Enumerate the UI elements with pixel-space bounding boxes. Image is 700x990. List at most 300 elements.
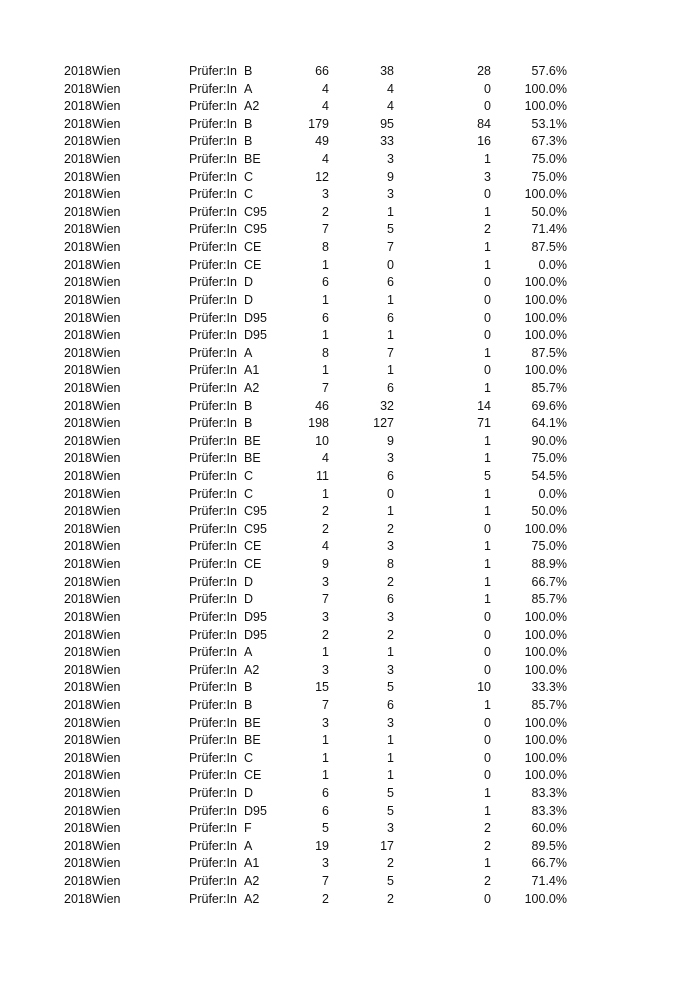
class-cell: B (244, 416, 253, 431)
pass-rate-cell: 100.0% (524, 733, 567, 748)
failed-cell: 0 (484, 609, 491, 624)
failed-cell: 1 (484, 152, 491, 167)
class-cell: B (244, 134, 253, 149)
role-cell: Prüfer:In (189, 152, 237, 167)
table-row (0, 81, 700, 99)
pass-rate-cell: 71.4% (531, 222, 567, 237)
passed-cell: 17 (380, 838, 394, 853)
pass-rate-cell: 85.7% (531, 380, 567, 395)
class-cell: D (244, 275, 254, 290)
role-cell: Prüfer:In (189, 486, 237, 501)
role-cell: Prüfer:In (189, 310, 237, 325)
city-cell: Wien (92, 838, 121, 853)
passed-cell: 6 (387, 697, 394, 712)
class-cell: CE (244, 768, 262, 783)
passed-cell: 33 (380, 134, 394, 149)
role-cell: Prüfer:In (189, 733, 237, 748)
total-cell: 198 (308, 416, 329, 431)
passed-cell: 5 (387, 222, 394, 237)
total-cell: 1 (322, 750, 329, 765)
city-cell: Wien (92, 240, 121, 255)
table-row (0, 591, 700, 609)
table-row (0, 327, 700, 345)
failed-cell: 1 (484, 433, 491, 448)
table-row (0, 186, 700, 204)
pass-rate-cell: 100.0% (524, 715, 567, 730)
passed-cell: 0 (387, 486, 394, 501)
data-table (0, 63, 700, 908)
city-cell: Wien (92, 680, 121, 695)
class-cell: D (244, 574, 254, 589)
year-cell: 2018 (64, 222, 92, 237)
role-cell: Prüfer:In (189, 891, 237, 906)
city-cell: Wien (92, 733, 121, 748)
year-cell: 2018 (64, 380, 92, 395)
class-cell: C (244, 750, 254, 765)
table-row (0, 292, 700, 310)
city-cell: Wien (92, 557, 121, 572)
passed-cell: 6 (387, 380, 394, 395)
passed-cell: 1 (387, 292, 394, 307)
class-cell: CE (244, 539, 262, 554)
year-cell: 2018 (64, 64, 92, 78)
passed-cell: 3 (387, 152, 394, 167)
passed-cell: 2 (387, 627, 394, 642)
total-cell: 1 (322, 645, 329, 660)
class-cell: CE (244, 557, 262, 572)
passed-cell: 6 (387, 275, 394, 290)
year-cell: 2018 (64, 204, 92, 219)
failed-cell: 0 (484, 768, 491, 783)
class-cell: C95 (244, 222, 267, 237)
class-cell: A2 (244, 891, 260, 906)
total-cell: 1 (322, 363, 329, 378)
city-cell: Wien (92, 275, 121, 290)
city-cell: Wien (92, 768, 121, 783)
role-cell: Prüfer:In (189, 328, 237, 343)
city-cell: Wien (92, 152, 121, 167)
year-cell: 2018 (64, 574, 92, 589)
role-cell: Prüfer:In (189, 803, 237, 818)
role-cell: Prüfer:In (189, 116, 237, 131)
year-cell: 2018 (64, 662, 92, 677)
total-cell: 2 (322, 627, 329, 642)
total-cell: 46 (315, 398, 329, 413)
total-cell: 2 (322, 204, 329, 219)
pass-rate-cell: 100.0% (524, 750, 567, 765)
role-cell: Prüfer:In (189, 240, 237, 255)
pass-rate-cell: 66.7% (531, 856, 567, 871)
city-cell: Wien (92, 116, 121, 131)
passed-cell: 1 (387, 733, 394, 748)
year-cell: 2018 (64, 81, 92, 96)
failed-cell: 1 (484, 539, 491, 554)
year-cell: 2018 (64, 874, 92, 889)
passed-cell: 5 (387, 803, 394, 818)
year-cell: 2018 (64, 733, 92, 748)
pass-rate-cell: 100.0% (524, 645, 567, 660)
class-cell: A (244, 81, 253, 96)
year-cell: 2018 (64, 609, 92, 624)
passed-cell: 1 (387, 645, 394, 660)
class-cell: BE (244, 733, 261, 748)
pass-rate-cell: 71.4% (531, 874, 567, 889)
passed-cell: 4 (387, 81, 394, 96)
pass-rate-cell: 100.0% (524, 275, 567, 290)
failed-cell: 0 (484, 645, 491, 660)
class-cell: D95 (244, 609, 267, 624)
class-cell: D (244, 292, 254, 307)
failed-cell: 1 (484, 856, 491, 871)
city-cell: Wien (92, 697, 121, 712)
failed-cell: 1 (484, 803, 491, 818)
passed-cell: 38 (380, 64, 394, 78)
class-cell: A (244, 345, 253, 360)
role-cell: Prüfer:In (189, 257, 237, 272)
year-cell: 2018 (64, 451, 92, 466)
table-row (0, 644, 700, 662)
role-cell: Prüfer:In (189, 134, 237, 149)
role-cell: Prüfer:In (189, 557, 237, 572)
table-row (0, 732, 700, 750)
role-cell: Prüfer:In (189, 592, 237, 607)
total-cell: 7 (322, 874, 329, 889)
table-row (0, 627, 700, 645)
pass-rate-cell: 60.0% (531, 821, 567, 836)
year-cell: 2018 (64, 240, 92, 255)
failed-cell: 84 (477, 116, 491, 131)
total-cell: 7 (322, 697, 329, 712)
table-row (0, 662, 700, 680)
city-cell: Wien (92, 627, 121, 642)
role-cell: Prüfer:In (189, 469, 237, 484)
role-cell: Prüfer:In (189, 398, 237, 413)
pass-rate-cell: 75.0% (531, 169, 567, 184)
failed-cell: 1 (484, 345, 491, 360)
passed-cell: 3 (387, 662, 394, 677)
failed-cell: 2 (484, 821, 491, 836)
class-cell: D95 (244, 803, 267, 818)
year-cell: 2018 (64, 345, 92, 360)
class-cell: A2 (244, 662, 260, 677)
pass-rate-cell: 83.3% (531, 785, 567, 800)
failed-cell: 1 (484, 257, 491, 272)
year-cell: 2018 (64, 557, 92, 572)
city-cell: Wien (92, 469, 121, 484)
city-cell: Wien (92, 222, 121, 237)
failed-cell: 3 (484, 169, 491, 184)
total-cell: 6 (322, 310, 329, 325)
total-cell: 3 (322, 187, 329, 202)
passed-cell: 3 (387, 539, 394, 554)
table-row (0, 697, 700, 715)
total-cell: 1 (322, 328, 329, 343)
class-cell: BE (244, 451, 261, 466)
table-row (0, 310, 700, 328)
city-cell: Wien (92, 874, 121, 889)
total-cell: 3 (322, 609, 329, 624)
role-cell: Prüfer:In (189, 662, 237, 677)
class-cell: BE (244, 715, 261, 730)
pass-rate-cell: 0.0% (538, 486, 567, 501)
pass-rate-cell: 0.0% (538, 257, 567, 272)
year-cell: 2018 (64, 697, 92, 712)
role-cell: Prüfer:In (189, 697, 237, 712)
table-row (0, 133, 700, 151)
city-cell: Wien (92, 134, 121, 149)
total-cell: 7 (322, 592, 329, 607)
table-row (0, 398, 700, 416)
year-cell: 2018 (64, 838, 92, 853)
table-row (0, 450, 700, 468)
city-cell: Wien (92, 645, 121, 660)
failed-cell: 0 (484, 662, 491, 677)
year-cell: 2018 (64, 803, 92, 818)
city-cell: Wien (92, 486, 121, 501)
total-cell: 8 (322, 240, 329, 255)
total-cell: 6 (322, 803, 329, 818)
passed-cell: 2 (387, 521, 394, 536)
failed-cell: 0 (484, 328, 491, 343)
role-cell: Prüfer:In (189, 574, 237, 589)
table-row (0, 221, 700, 239)
pass-rate-cell: 100.0% (524, 891, 567, 906)
table-row (0, 503, 700, 521)
table-row (0, 239, 700, 257)
passed-cell: 1 (387, 204, 394, 219)
passed-cell: 2 (387, 891, 394, 906)
total-cell: 1 (322, 292, 329, 307)
year-cell: 2018 (64, 768, 92, 783)
failed-cell: 1 (484, 592, 491, 607)
class-cell: C95 (244, 504, 267, 519)
table-row (0, 98, 700, 116)
year-cell: 2018 (64, 363, 92, 378)
failed-cell: 1 (484, 240, 491, 255)
total-cell: 3 (322, 662, 329, 677)
pass-rate-cell: 64.1% (531, 416, 567, 431)
class-cell: B (244, 697, 253, 712)
total-cell: 179 (308, 116, 329, 131)
year-cell: 2018 (64, 486, 92, 501)
city-cell: Wien (92, 292, 121, 307)
pass-rate-cell: 66.7% (531, 574, 567, 589)
total-cell: 1 (322, 486, 329, 501)
failed-cell: 14 (477, 398, 491, 413)
total-cell: 4 (322, 451, 329, 466)
role-cell: Prüfer:In (189, 292, 237, 307)
pass-rate-cell: 75.0% (531, 451, 567, 466)
pass-rate-cell: 85.7% (531, 592, 567, 607)
city-cell: Wien (92, 416, 121, 431)
failed-cell: 1 (484, 204, 491, 219)
total-cell: 3 (322, 856, 329, 871)
role-cell: Prüfer:In (189, 345, 237, 360)
failed-cell: 0 (484, 363, 491, 378)
class-cell: D (244, 592, 254, 607)
role-cell: Prüfer:In (189, 609, 237, 624)
failed-cell: 0 (484, 99, 491, 114)
year-cell: 2018 (64, 310, 92, 325)
total-cell: 1 (322, 768, 329, 783)
table-row (0, 380, 700, 398)
pass-rate-cell: 87.5% (531, 240, 567, 255)
table-row (0, 891, 700, 909)
table-row (0, 679, 700, 697)
pass-rate-cell: 54.5% (531, 469, 567, 484)
pass-rate-cell: 89.5% (531, 838, 567, 853)
year-cell: 2018 (64, 645, 92, 660)
total-cell: 2 (322, 521, 329, 536)
passed-cell: 1 (387, 750, 394, 765)
passed-cell: 3 (387, 187, 394, 202)
failed-cell: 0 (484, 750, 491, 765)
total-cell: 7 (322, 380, 329, 395)
role-cell: Prüfer:In (189, 838, 237, 853)
city-cell: Wien (92, 662, 121, 677)
passed-cell: 95 (380, 116, 394, 131)
city-cell: Wien (92, 363, 121, 378)
table-row (0, 521, 700, 539)
total-cell: 2 (322, 891, 329, 906)
pass-rate-cell: 83.3% (531, 803, 567, 818)
year-cell: 2018 (64, 504, 92, 519)
total-cell: 4 (322, 152, 329, 167)
total-cell: 3 (322, 715, 329, 730)
year-cell: 2018 (64, 416, 92, 431)
passed-cell: 1 (387, 504, 394, 519)
failed-cell: 1 (484, 697, 491, 712)
table-row (0, 556, 700, 574)
class-cell: C95 (244, 521, 267, 536)
role-cell: Prüfer:In (189, 504, 237, 519)
pass-rate-cell: 100.0% (524, 292, 567, 307)
total-cell: 66 (315, 64, 329, 78)
passed-cell: 6 (387, 592, 394, 607)
failed-cell: 0 (484, 275, 491, 290)
city-cell: Wien (92, 750, 121, 765)
passed-cell: 9 (387, 433, 394, 448)
role-cell: Prüfer:In (189, 521, 237, 536)
city-cell: Wien (92, 592, 121, 607)
pass-rate-cell: 75.0% (531, 152, 567, 167)
failed-cell: 0 (484, 891, 491, 906)
role-cell: Prüfer:In (189, 64, 237, 78)
table-row (0, 820, 700, 838)
table-row (0, 609, 700, 627)
table-row (0, 767, 700, 785)
city-cell: Wien (92, 574, 121, 589)
year-cell: 2018 (64, 328, 92, 343)
city-cell: Wien (92, 187, 121, 202)
table-row (0, 169, 700, 187)
city-cell: Wien (92, 64, 121, 78)
class-cell: C95 (244, 204, 267, 219)
pass-rate-cell: 85.7% (531, 697, 567, 712)
table-row (0, 538, 700, 556)
total-cell: 49 (315, 134, 329, 149)
year-cell: 2018 (64, 257, 92, 272)
city-cell: Wien (92, 715, 121, 730)
year-cell: 2018 (64, 891, 92, 906)
pass-rate-cell: 88.9% (531, 557, 567, 572)
role-cell: Prüfer:In (189, 275, 237, 290)
table-row (0, 274, 700, 292)
year-cell: 2018 (64, 715, 92, 730)
total-cell: 12 (315, 169, 329, 184)
failed-cell: 0 (484, 292, 491, 307)
pass-rate-cell: 100.0% (524, 662, 567, 677)
failed-cell: 0 (484, 187, 491, 202)
pass-rate-cell: 100.0% (524, 609, 567, 624)
role-cell: Prüfer:In (189, 821, 237, 836)
city-cell: Wien (92, 433, 121, 448)
passed-cell: 1 (387, 768, 394, 783)
passed-cell: 3 (387, 715, 394, 730)
year-cell: 2018 (64, 134, 92, 149)
class-cell: A1 (244, 856, 260, 871)
failed-cell: 0 (484, 627, 491, 642)
passed-cell: 32 (380, 398, 394, 413)
class-cell: C (244, 187, 254, 202)
city-cell: Wien (92, 504, 121, 519)
role-cell: Prüfer:In (189, 715, 237, 730)
role-cell: Prüfer:In (189, 539, 237, 554)
year-cell: 2018 (64, 521, 92, 536)
role-cell: Prüfer:In (189, 81, 237, 96)
pass-rate-cell: 100.0% (524, 187, 567, 202)
failed-cell: 1 (484, 574, 491, 589)
total-cell: 2 (322, 504, 329, 519)
failed-cell: 5 (484, 469, 491, 484)
pass-rate-cell: 87.5% (531, 345, 567, 360)
table-row (0, 750, 700, 768)
table-row (0, 574, 700, 592)
failed-cell: 71 (477, 416, 491, 431)
failed-cell: 1 (484, 380, 491, 395)
city-cell: Wien (92, 328, 121, 343)
class-cell: CE (244, 257, 262, 272)
role-cell: Prüfer:In (189, 768, 237, 783)
failed-cell: 1 (484, 504, 491, 519)
class-cell: C (244, 469, 254, 484)
class-cell: B (244, 398, 253, 413)
table-row (0, 362, 700, 380)
table-row (0, 415, 700, 433)
table-row (0, 204, 700, 222)
year-cell: 2018 (64, 592, 92, 607)
passed-cell: 3 (387, 609, 394, 624)
role-cell: Prüfer:In (189, 645, 237, 660)
city-cell: Wien (92, 891, 121, 906)
year-cell: 2018 (64, 433, 92, 448)
class-cell: A1 (244, 363, 260, 378)
total-cell: 6 (322, 785, 329, 800)
passed-cell: 127 (373, 416, 394, 431)
failed-cell: 1 (484, 486, 491, 501)
pass-rate-cell: 100.0% (524, 99, 567, 114)
total-cell: 4 (322, 99, 329, 114)
role-cell: Prüfer:In (189, 680, 237, 695)
passed-cell: 3 (387, 821, 394, 836)
year-cell: 2018 (64, 292, 92, 307)
table-row (0, 838, 700, 856)
pass-rate-cell: 50.0% (531, 204, 567, 219)
failed-cell: 1 (484, 557, 491, 572)
year-cell: 2018 (64, 785, 92, 800)
year-cell: 2018 (64, 469, 92, 484)
city-cell: Wien (92, 99, 121, 114)
